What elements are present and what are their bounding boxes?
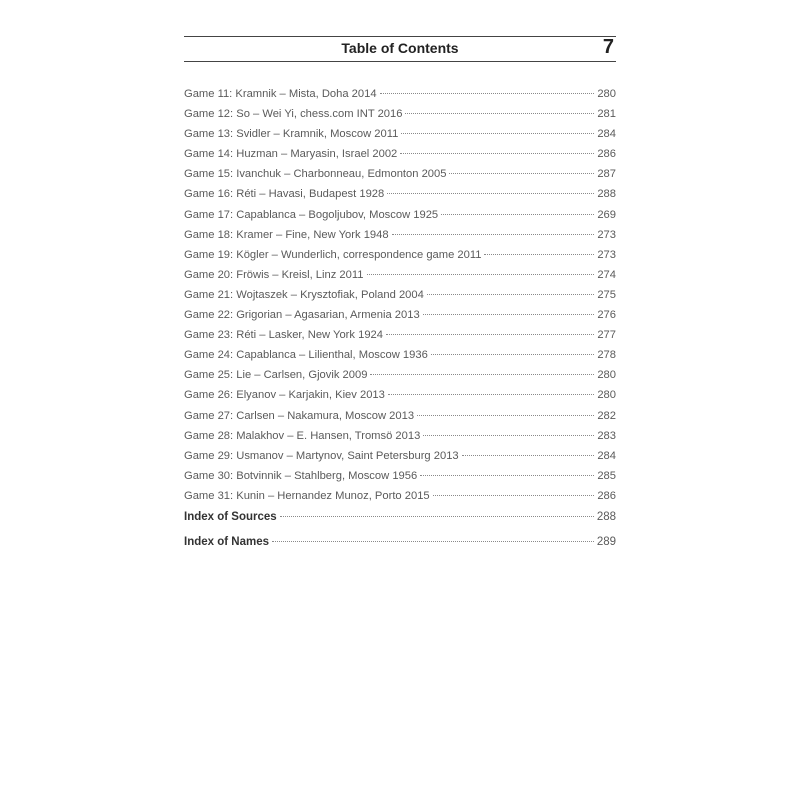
toc-entry xyxy=(184,486,616,506)
toc-entry xyxy=(184,305,616,325)
entry-page-number: 273 xyxy=(597,228,616,241)
toc-entry xyxy=(184,285,616,305)
section-page: 289 xyxy=(596,535,616,548)
entry-title: Game 19: Kögler – Wunderlich, correspondence game 2011 xyxy=(184,248,482,261)
entry-title: Game 22: Grigorian – Agasarian, Armenia 2013 xyxy=(184,309,420,322)
toc-page xyxy=(184,36,616,548)
toc-entry xyxy=(184,446,616,466)
toc-entry xyxy=(184,205,616,225)
entry-page-number: 288 xyxy=(597,188,616,201)
dot-leader xyxy=(441,214,594,215)
entry-title: Game 20: Fröwis – Kreisl, Linz 2011 xyxy=(184,268,364,281)
entry-title: Game 21: Wojtaszek – Krysztofiak, Poland 2004 xyxy=(184,288,424,301)
dot-leader xyxy=(386,334,594,335)
dot-leader xyxy=(462,455,595,456)
dot-leader xyxy=(423,435,594,436)
toc-entry xyxy=(184,406,616,426)
toc-entry xyxy=(184,426,616,446)
dot-leader xyxy=(405,113,594,114)
entry-page-number: 286 xyxy=(597,489,616,502)
dot-leader xyxy=(427,294,595,295)
dot-leader xyxy=(280,516,594,517)
page-header xyxy=(184,36,616,62)
entry-title: Game 13: Svidler – Kramnik, Moscow 2011 xyxy=(184,128,399,141)
dot-leader xyxy=(388,394,594,395)
toc-entry xyxy=(184,104,616,124)
dot-leader xyxy=(367,274,595,275)
entry-title: Game 31: Kunin – Hernandez Munoz, Porto 2015 xyxy=(184,489,430,502)
entry-title: Game 29: Usmanov – Martynov, Saint Petersburg 2013 xyxy=(184,449,459,462)
toc-entry xyxy=(184,225,616,245)
entry-title: Game 26: Elyanov – Karjakin, Kiev 2013 xyxy=(184,389,385,402)
toc-entry xyxy=(184,385,616,405)
dot-leader xyxy=(423,314,595,315)
dot-leader xyxy=(433,495,595,496)
entry-title: Game 27: Carlsen – Nakamura, Moscow 2013 xyxy=(184,409,415,422)
entry-title: Game 30: Botvinnik – Stahlberg, Moscow 1956 xyxy=(184,469,418,482)
entry-title: Game 12: So – Wei Yi, chess.com INT 2016 xyxy=(184,108,403,121)
toc-entry xyxy=(184,365,616,385)
entry-title: Game 25: Lie – Carlsen, Gjovik 2009 xyxy=(184,369,368,382)
toc-entry xyxy=(184,245,616,265)
entry-page-number: 273 xyxy=(597,248,616,261)
entry-page-number: 283 xyxy=(597,429,616,442)
entry-page-number: 287 xyxy=(597,168,616,181)
toc-entry xyxy=(184,345,616,365)
toc-entry xyxy=(184,466,616,486)
entry-page-number: 278 xyxy=(597,349,616,362)
entry-title: Game 24: Capablanca – Lilienthal, Moscow 1936 xyxy=(184,349,428,362)
dot-leader xyxy=(431,354,595,355)
entry-title: Game 28: Malakhov – E. Hansen, Tromsö 2013 xyxy=(184,429,421,442)
entry-title: Game 11: Kramnik – Mista, Doha 2014 xyxy=(184,88,377,100)
entry-page-number: 275 xyxy=(597,288,616,301)
dot-leader xyxy=(417,415,594,416)
dot-leader xyxy=(380,93,595,94)
entry-page-number: 286 xyxy=(597,148,616,161)
dot-leader xyxy=(484,254,594,255)
entry-page-number: 284 xyxy=(597,128,616,141)
entry-page-number: 274 xyxy=(597,268,616,281)
page-title: Table of Contents xyxy=(341,40,459,56)
entry-page-number: 284 xyxy=(597,449,616,462)
entry-page-number: 277 xyxy=(597,329,616,342)
page-number: 7 xyxy=(602,36,614,58)
section-page: 288 xyxy=(596,510,616,523)
toc-entry xyxy=(184,325,616,345)
entry-title: Game 15: Ivanchuk – Charbonneau, Edmonton 2005 xyxy=(184,168,447,181)
entry-page-number: 280 xyxy=(597,369,616,382)
toc-section-index-of-sources xyxy=(184,511,616,523)
dot-leader xyxy=(420,475,594,476)
entry-title: Game 16: Réti – Havasi, Budapest 1928 xyxy=(184,188,385,201)
entry-page-number: 282 xyxy=(597,409,616,422)
toc-entry xyxy=(184,184,616,204)
entry-page-number: 285 xyxy=(597,469,616,482)
game-entries xyxy=(184,84,616,506)
entry-title: Game 14: Huzman – Maryasin, Israel 2002 xyxy=(184,148,398,161)
section-title: Index of Sources xyxy=(184,510,277,523)
entry-title: Game 23: Réti – Lasker, New York 1924 xyxy=(184,329,384,342)
dot-leader xyxy=(392,234,595,235)
dot-leader xyxy=(272,541,594,542)
entry-page-number: 269 xyxy=(597,208,616,221)
toc-entry xyxy=(184,124,616,144)
toc-section-index-of-names xyxy=(184,536,616,548)
dot-leader xyxy=(370,374,594,375)
toc-entry xyxy=(184,144,616,164)
toc-entry xyxy=(184,84,616,104)
entry-page-number: 280 xyxy=(597,389,616,402)
toc-list xyxy=(184,84,616,548)
toc-entry xyxy=(184,164,616,184)
entry-title: Game 18: Kramer – Fine, New York 1948 xyxy=(184,228,389,241)
section-title: Index of Names xyxy=(184,535,269,548)
entry-page-number: 280 xyxy=(597,88,616,100)
entry-page-number: 276 xyxy=(597,309,616,322)
dot-leader xyxy=(449,173,594,174)
dot-leader xyxy=(401,133,594,134)
entry-title: Game 17: Capablanca – Bogoljubov, Moscow 1925 xyxy=(184,208,439,221)
dot-leader xyxy=(387,193,594,194)
entry-page-number: 281 xyxy=(597,108,616,121)
toc-entry xyxy=(184,265,616,285)
dot-leader xyxy=(400,153,594,154)
